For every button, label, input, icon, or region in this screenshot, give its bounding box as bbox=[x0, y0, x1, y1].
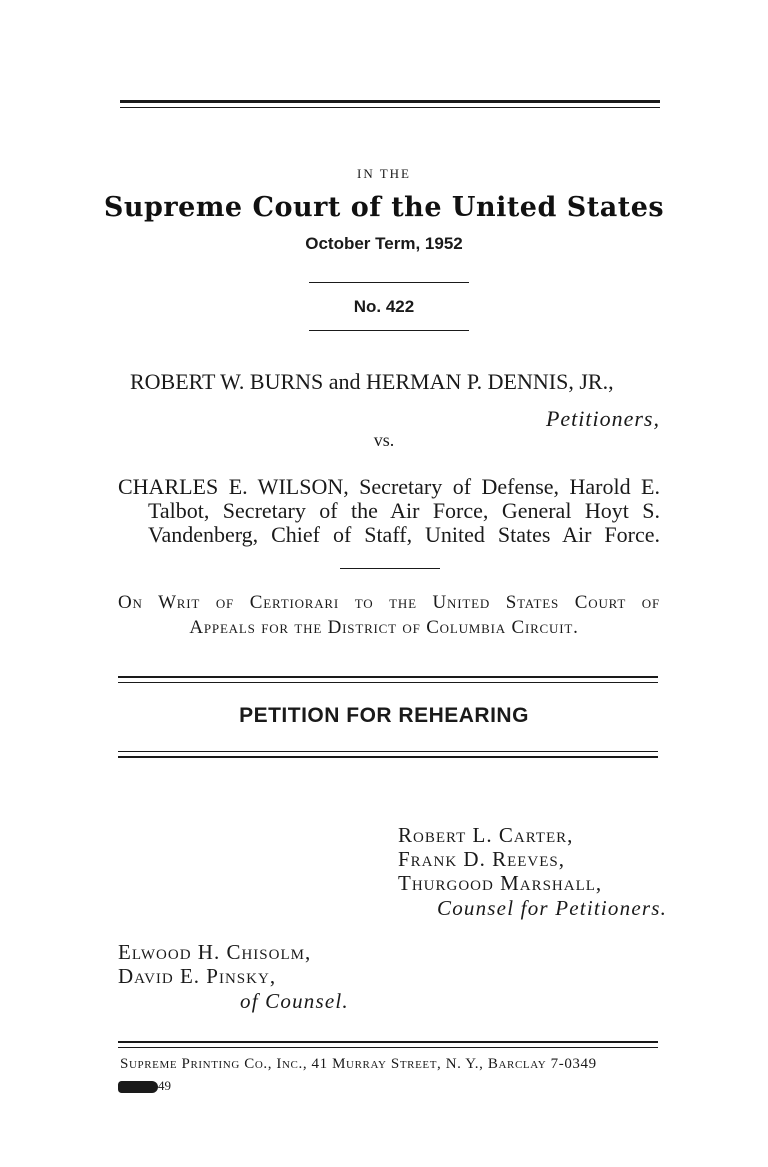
printer-imprint: Supreme Printing Co., Inc., 41 Murray Street, N. Y., Barclay 7-0349 bbox=[120, 1056, 597, 1072]
footer-rule-1 bbox=[118, 1041, 658, 1043]
term: October Term, 1952 bbox=[305, 234, 463, 253]
of-counsel-name-2: David E. Pinsky, bbox=[118, 964, 277, 988]
respondents-line-3: Vandenberg, Chief of Staff, United States Air Force. bbox=[148, 522, 660, 547]
court-name: Supreme Court of the United States bbox=[103, 192, 665, 223]
of-counsel-role: of Counsel. bbox=[240, 989, 349, 1013]
union-number: 49 bbox=[158, 1078, 171, 1093]
of-counsel-name-1: Elwood H. Chisolm, bbox=[118, 940, 312, 964]
footer-rule-2 bbox=[118, 1047, 658, 1048]
respondents-line-1: CHARLES E. WILSON, Secretary of Defense, Harold E. bbox=[118, 474, 660, 499]
petitioners-names: ROBERT W. BURNS and HERMAN P. DENNIS, JR., bbox=[130, 369, 614, 394]
writ-line-2: Appeals for the District of Columbia Circuit. bbox=[189, 617, 579, 638]
title-rule-top-2 bbox=[118, 682, 658, 683]
case-number-rule-bottom bbox=[309, 330, 469, 331]
counsel-role: Counsel for Petitioners. bbox=[437, 896, 668, 920]
parties-separator-rule bbox=[340, 568, 440, 569]
document-title: PETITION FOR REHEARING bbox=[239, 704, 529, 727]
case-number-rule-top bbox=[309, 282, 469, 283]
top-rule-thin bbox=[120, 107, 660, 108]
union-bug-icon bbox=[118, 1081, 158, 1093]
counsel-name-3: Thurgood Marshall, bbox=[398, 871, 603, 895]
writ-line-1: On Writ of Certiorari to the United States Court of bbox=[118, 592, 660, 613]
top-rule-thick bbox=[120, 100, 660, 103]
petitioners-label: Petitioners, bbox=[545, 406, 660, 431]
versus: vs. bbox=[373, 430, 395, 450]
in-the-label: IN THE bbox=[356, 166, 411, 181]
counsel-name-1: Robert L. Carter, bbox=[398, 823, 574, 847]
respondents-line-2: Talbot, Secretary of the Air Force, General Hoyt S. bbox=[148, 498, 660, 523]
case-number: No. 422 bbox=[353, 297, 415, 316]
title-rule-top-1 bbox=[118, 676, 658, 678]
title-rule-bottom-2 bbox=[118, 756, 658, 758]
title-rule-bottom-1 bbox=[118, 751, 658, 752]
counsel-name-2: Frank D. Reeves, bbox=[398, 847, 566, 871]
union-label bbox=[118, 1078, 171, 1094]
